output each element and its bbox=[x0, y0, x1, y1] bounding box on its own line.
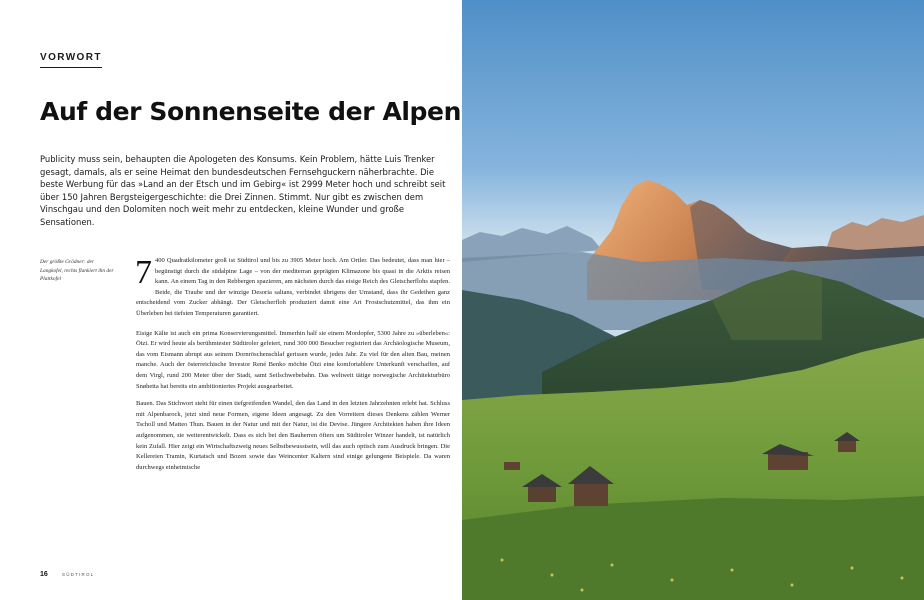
body-paragraph-1-text: 400 Quadratkilometer groß ist Südtirol und bis zu 3905 Meter hoch. Am Ortler. Das bedeutet, dass man hier – begünstigt durch die südalpine Lage – von der mediterran geprägten Klimazone bis quasi in die Arktis reisen kann. An einem Tag in den Rebbergen spazieren, am nächsten durch das eisige Reich des Gletscherflohs stapfen. Beide, die Traube und der winzige Desoria saltans, verbindet übrigens der Umstand, dass ihr Gedeihen ganz entscheidend vom Zucker abhängt. Der Gletscherfloh produziert damit eine Art Frostschutzmittel, das ihm ein Überleben bei tiefsten Temperaturen garantiert. bbox=[136, 257, 450, 317]
mountain-landscape-photo bbox=[462, 0, 924, 600]
photo-caption: Der größte Grödner: der Langkofel, rechts flankiert ihn der Plattkofel bbox=[40, 259, 114, 282]
page-number: 16 bbox=[40, 571, 48, 578]
body-paragraph-1 bbox=[136, 256, 450, 320]
article-body bbox=[136, 256, 450, 480]
article-lead: Publicity muss sein, behaupten die Apologeten des Konsums. Kein Problem, hätte Luis Trenker gesagt, damals, als er seine Heimat den bundesdeutschen Fernsehguckern näherbrachte. Die beste Werbung für das »Land an der Etsch und im Gebirg« ist 2999 Meter hoch und schreibt seit über 150 Jahren Bergsteigergeschichte: die Drei Zinnen. Stimmt. Nur gibt es zwischen dem Vinschgau und den Dolomiten noch weit mehr zu entdecken, kleine Wunder und große Sensationen. bbox=[40, 154, 446, 227]
article-title: Auf der Sonnenseite der Alpen bbox=[40, 97, 462, 126]
body-paragraph-2: Eisige Kälte ist auch ein prima Konservierungsmittel. Immerhin half sie einem Mordopfer, 5300 Jahre zu »überleben«: Ötzi. Er wird heute als berühmtester Südtiroler gefeiert, rund 300 000 Besucher registriert das Archäologische Museum, das vom Eismann abrupt aus seinem Dornröschenschlaf gerissen wurde, jedes Jahr. Zu viel für den alten Bau, meinen manche. Auch der österreichische Investor René Benko möchte Ötzi eine komfortablere Unterkunft verschaffen, auf dem Virgl, rund 200 Meter über der Stadt, samt Seilschwebebahn. Das weltweit tätige norwegische Architekturbüro Snøhetta hat bereits ein ambitioniertes Projekt ausgearbeitet. bbox=[136, 329, 450, 390]
running-footer: SÜDTIROL bbox=[62, 572, 95, 577]
drop-cap: 7 bbox=[135, 254, 152, 291]
section-kicker: VORWORT bbox=[40, 52, 102, 68]
body-paragraph-3: Bauen. Das Stichwort steht für einen tiefgreifenden Wandel, den das Land in den letzten Jahrzehnten erlebt hat. Schluss mit Alpenbarock, jetzt sind neue Formen, eigene Ideen angesagt. Zu den Vorreitern dieses Denkens zählen Werner Tscholl und Matteo Thun. Bauen in der Natur und mit der Natur, ist die Devise. Jüngere Architekten haben ihre Ideen aufgenommen, sie weiterentwickelt. Dass es sich bei den Bauherren öfters um Südtiroler Winzer handelt, ist natürlich kein Zufall. Hier zeigt ein Wirtschaftszweig neues Selbstbewusstsein, will das auch optisch zum Ausdruck bringen. Die Kellereien Tramin, Kurtatsch und Bozen sowie das Weincenter Kaltern sind einige gelungene Beispiele. Da waren durchwegs einheimische bbox=[136, 400, 450, 471]
foreground-meadow bbox=[462, 496, 924, 600]
